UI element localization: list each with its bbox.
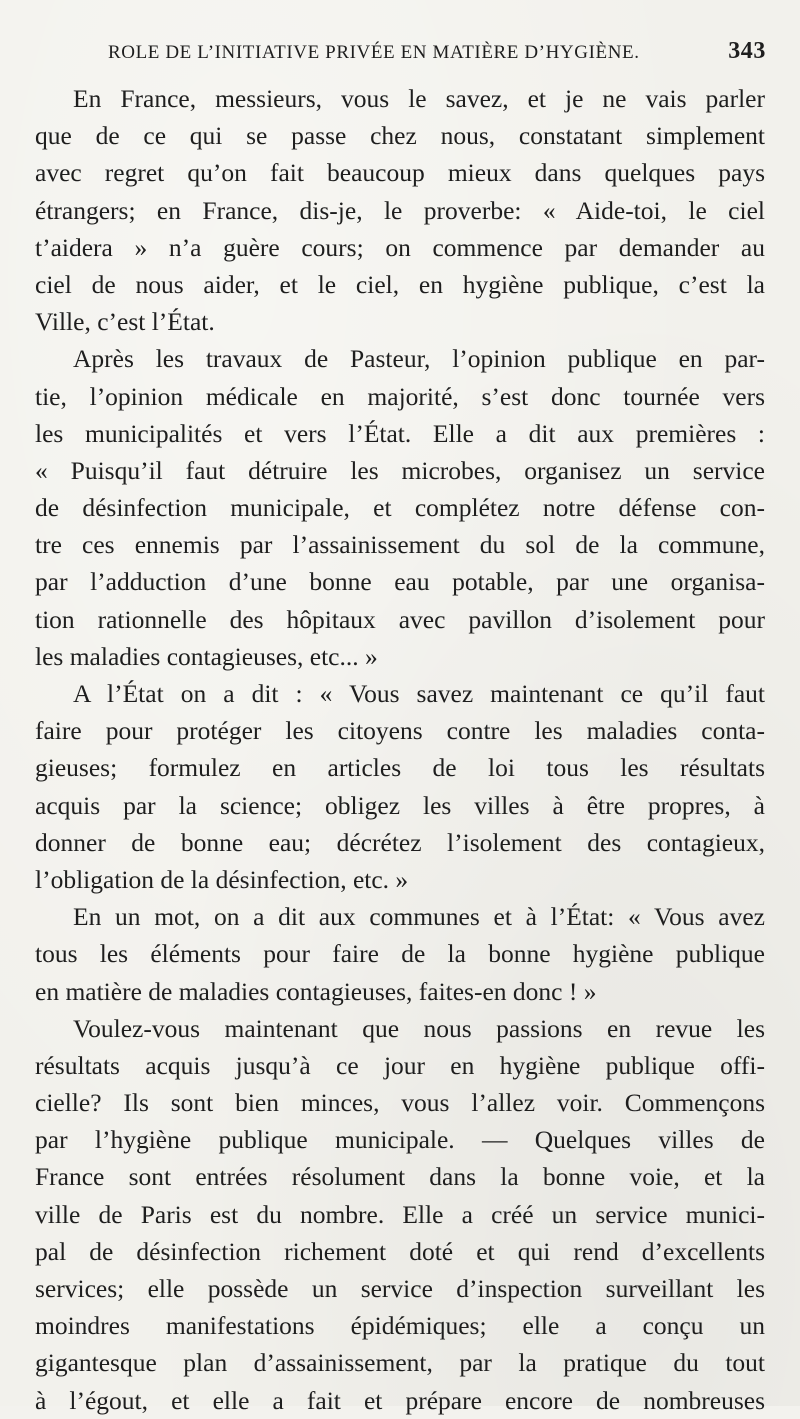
page-number: 343 (728, 38, 766, 64)
text-line: En un mot, on a dit aux communes et à l’État: « Vous avez (73, 902, 765, 932)
text-line: tre ces ennemis par l’assainissement du sol de la commune, (35, 530, 765, 560)
text-line: ville de Paris est du nombre. Elle a créé un service munici- (35, 1199, 765, 1229)
text-line: gieuses; formulez en articles de loi tous les résultats (35, 753, 765, 783)
text-line: cielle? Ils sont bien minces, vous l’allez voir. Commençons (35, 1088, 765, 1118)
text-line: France sont entrées résolument dans la bonne voie, et la (35, 1162, 765, 1192)
text-line: faire pour protéger les citoyens contre les maladies conta- (35, 716, 765, 746)
text-line: Ville, c’est l’État. (35, 307, 215, 337)
text-line: Voulez-vous maintenant que nous passions en revue les (73, 1013, 765, 1043)
text-line: Après les travaux de Pasteur, l’opinion publique en par- (73, 344, 765, 374)
text-line: l’obligation de la désinfection, etc. » (35, 864, 409, 894)
text-line: services; elle possède un service d’inspection surveillant les (35, 1274, 765, 1303)
text-line: pal de désinfection richement doté et qui rend d’excellents (35, 1236, 765, 1266)
text-line: par l’hygiène publique municipale. — Quelques villes de (35, 1125, 765, 1155)
text-line: A l’État on a dit : « Vous savez maintenant ce qu’il faut (73, 679, 765, 708)
running-title: ROLE DE L’INITIATIVE PRIVÉE EN MATIÈRE D’HYGIÈNE. (108, 42, 640, 63)
text-line: les municipalités et vers l’État. Elle a dit aux premières : (35, 418, 765, 448)
text-line: avec regret qu’on fait beaucoup mieux dans quelques pays (35, 158, 765, 188)
text-line: gigantesque plan d’assainissement, par la pratique du tout (35, 1348, 765, 1378)
text-line: tous les éléments pour faire de la bonne hygiène publique (35, 939, 765, 969)
text-line: tie, l’opinion médicale en majorité, s’est donc tournée vers (35, 381, 765, 411)
text-line: que de ce qui se passe chez nous, constatant simplement (35, 121, 765, 151)
text-line: étrangers; en France, dis-je, le proverbe: « Aide-toi, le ciel (35, 195, 765, 225)
text-line: ciel de nous aider, et le ciel, en hygiène publique, c’est la (35, 269, 765, 299)
text-line: de désinfection municipale, et complétez notre défense con- (35, 493, 765, 523)
text-line: t’aidera » n’a guère cours; on commence par demander au (35, 232, 765, 262)
text-line: acquis par la science; obligez les villes à être propres, à (35, 790, 765, 820)
body-text (35, 80, 765, 1419)
running-head (108, 38, 770, 72)
text-line: résultats acquis jusqu’à ce jour en hygiène publique offi- (35, 1050, 765, 1080)
text-line: par l’adduction d’une bonne eau potable, par une organisa- (35, 567, 765, 597)
text-line: les maladies contagieuses, etc... » (35, 641, 378, 671)
text-line: donner de bonne eau; décrétez l’isolement des contagieux, (35, 827, 765, 857)
text-line: en matière de maladies contagieuses, faites-en donc ! » (35, 976, 597, 1006)
text-line: tion rationnelle des hôpitaux avec pavillon d’isolement pour (35, 604, 765, 634)
text-line: à l’égout, et elle a fait et prépare encore de nombreuses (35, 1385, 765, 1415)
text-line: « Puisqu’il faut détruire les microbes, organisez un service (35, 455, 765, 485)
text-line: En France, messieurs, vous le savez, et je ne vais parler (73, 84, 765, 113)
text-line: moindres manifestations épidémiques; elle a conçu un (35, 1311, 765, 1341)
